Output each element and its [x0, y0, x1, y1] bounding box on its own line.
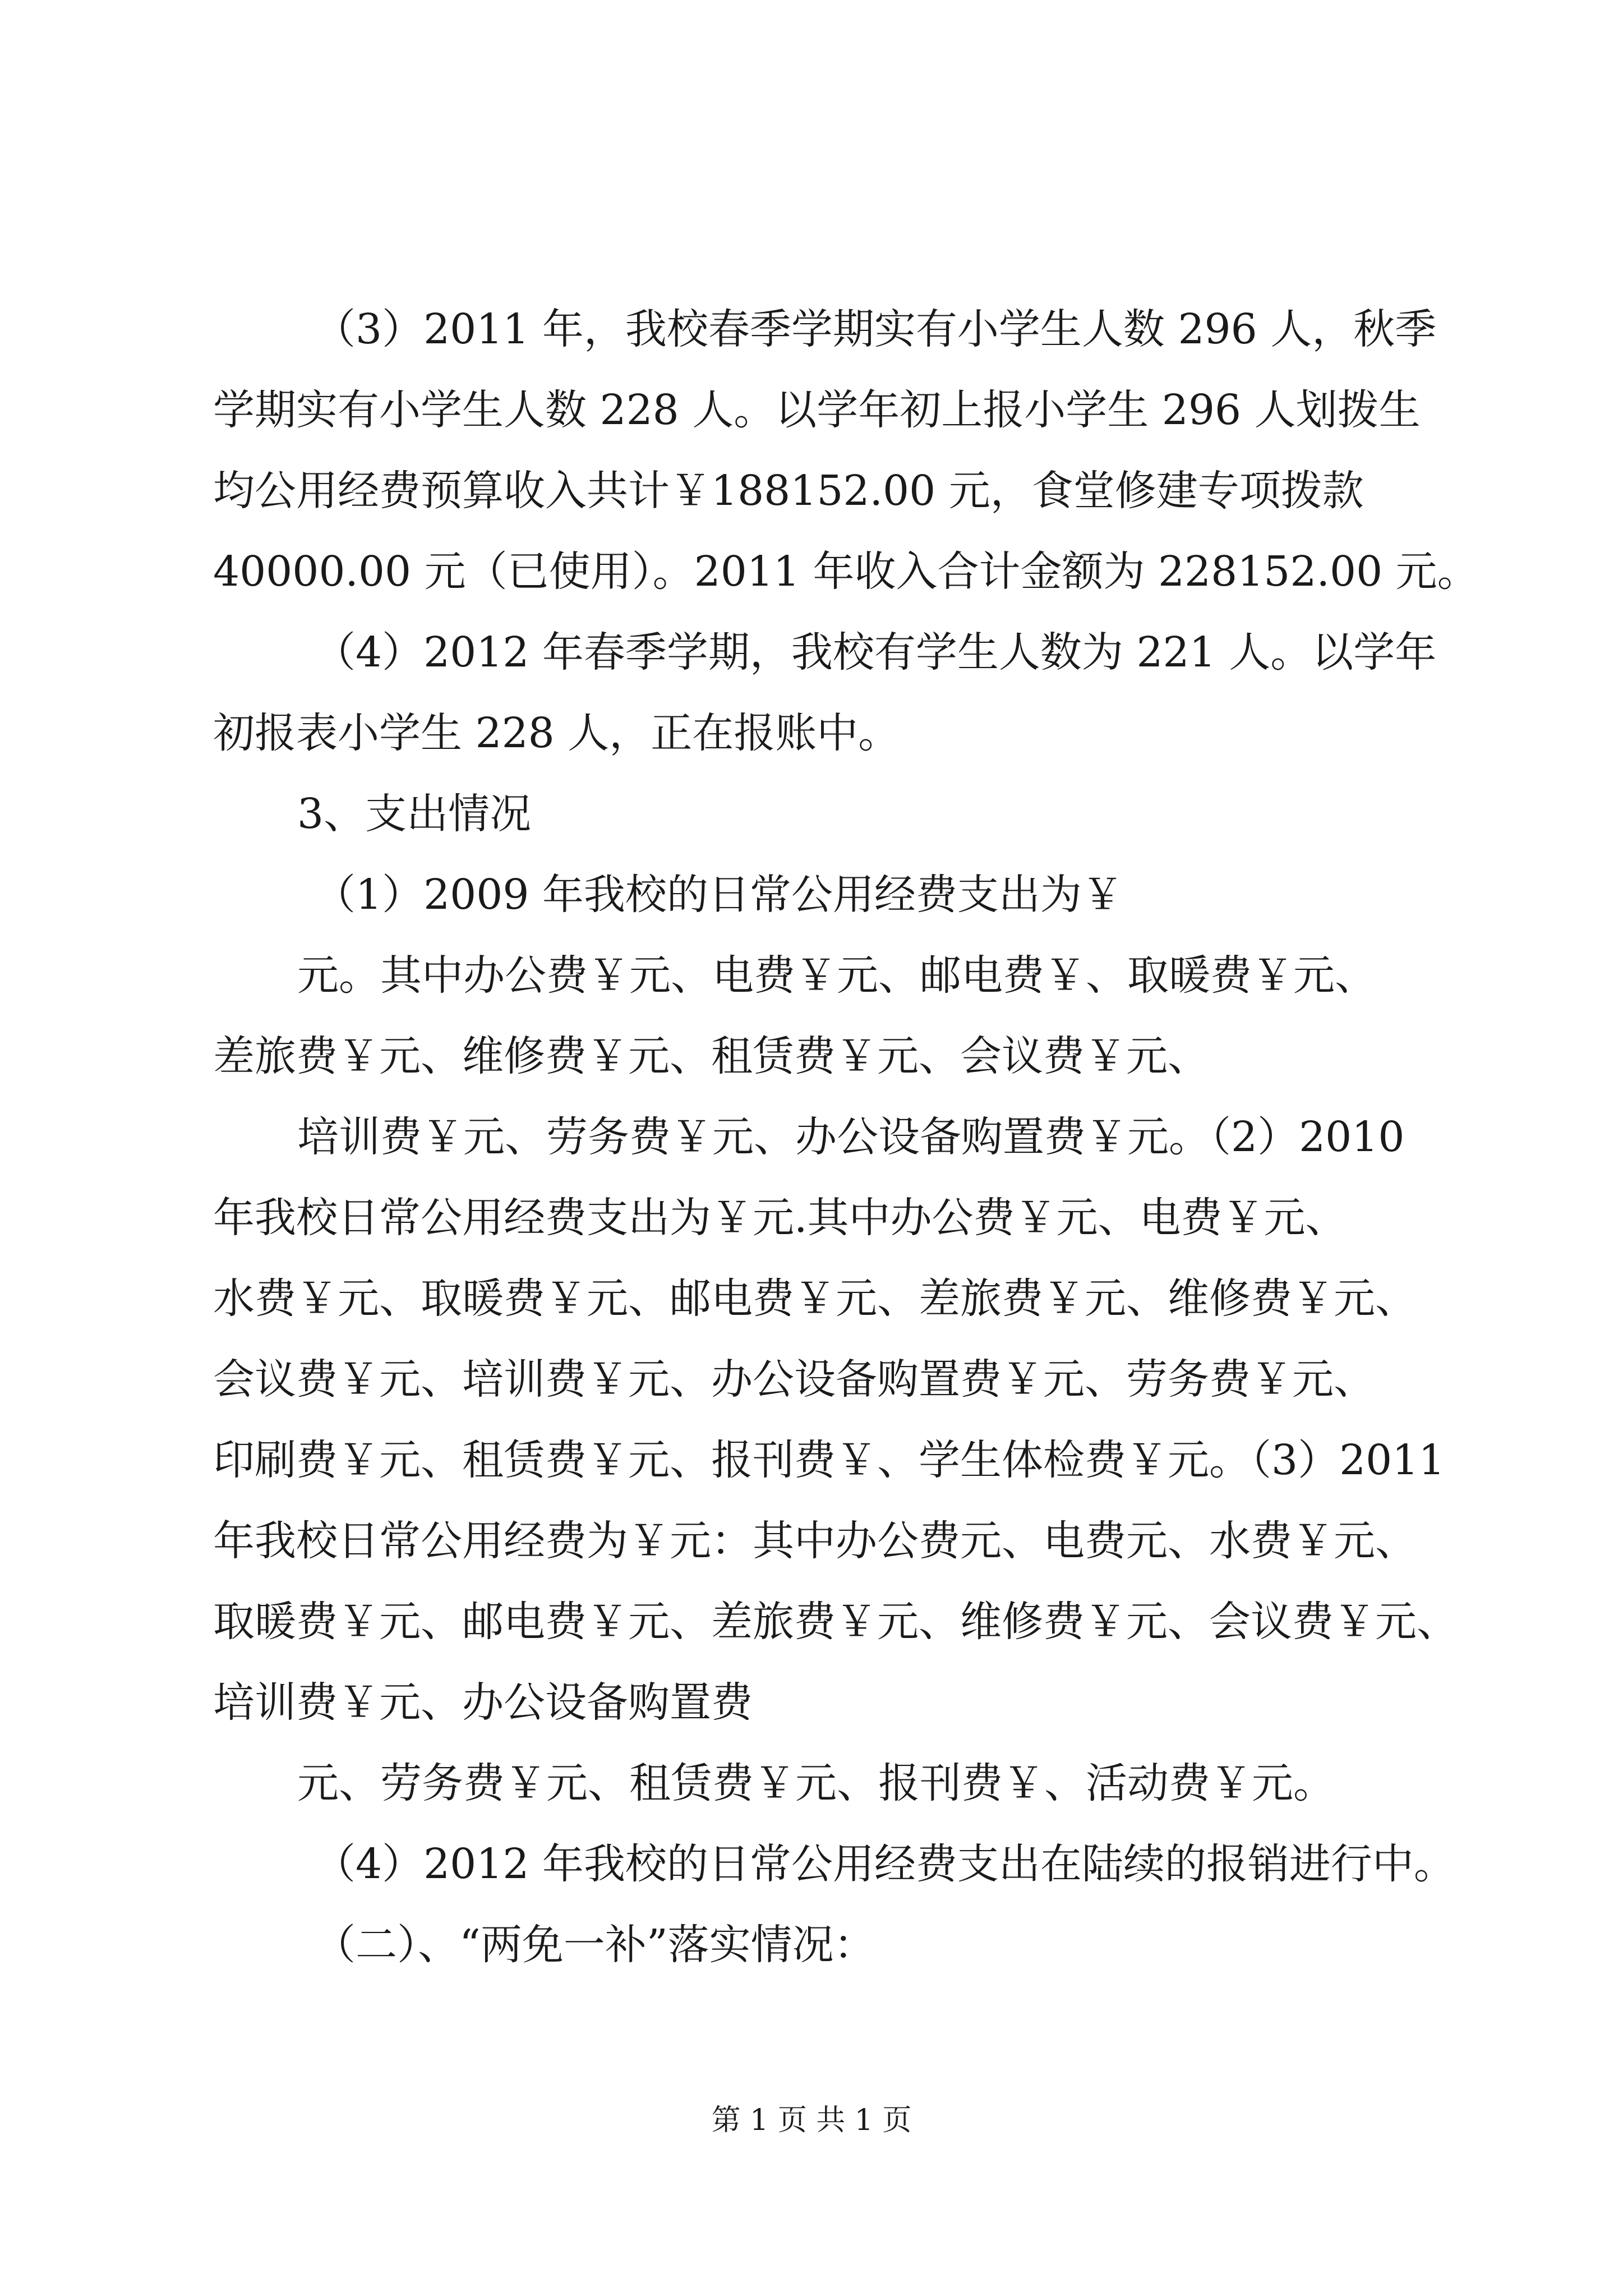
page-footer: 第 1 页 共 1 页: [711, 2104, 912, 2137]
paragraph-line: 均公用经费预算收入共计￥188152.00 元，食堂修建专项拨款: [213, 467, 1364, 515]
paragraph-line: 会议费￥元、培训费￥元、办公设备购置费￥元、劳务费￥元、: [213, 1355, 1375, 1404]
paragraph-line: （4）2012 年春季学期，我校有学生人数为 221 人。以学年: [314, 628, 1437, 677]
paragraph-line: 差旅费￥元、维修费￥元、租赁费￥元、会议费￥元、: [213, 1032, 1209, 1080]
paragraph-line: 学期实有小学生人数 228 人。以学年初上报小学生 296 人划拨生: [213, 386, 1421, 434]
paragraph-line: 40000.00 元（已使用）。2011 年收入合计金额为 228152.00 元。: [213, 547, 1479, 596]
paragraph-line: 取暖费￥元、邮电费￥元、差旅费￥元、维修费￥元、会议费￥元、: [213, 1598, 1458, 1646]
paragraph-line: 元。其中办公费￥元、电费￥元、邮电费￥、取暖费￥元、: [297, 951, 1376, 1000]
paragraph-line: 初报表小学生 228 人，正在报账中。: [213, 709, 900, 757]
paragraph-line: 培训费￥元、劳务费￥元、办公设备购置费￥元。（2）2010: [297, 1113, 1405, 1161]
document-body: [213, 289, 1479, 1985]
section-heading: 3、支出情况: [297, 790, 532, 838]
section-heading: （二）、“两免一补”落实情况：: [314, 1921, 875, 1969]
paragraph-line: （1）2009 年我校的日常公用经费支出为￥: [314, 871, 1123, 919]
paragraph-line: （3）2011 年，我校春季学期实有小学生人数 296 人，秋季: [314, 305, 1437, 353]
paragraph-line: 培训费￥元、办公设备购置费: [213, 1678, 753, 1727]
paragraph-line: 印刷费￥元、租赁费￥元、报刊费￥、学生体检费￥元。（3）2011: [213, 1436, 1445, 1484]
paragraph-line: 年我校日常公用经费支出为￥元.其中办公费￥元、电费￥元、: [213, 1194, 1347, 1242]
paragraph-line: 水费￥元、取暖费￥元、邮电费￥元、差旅费￥元、维修费￥元、: [213, 1274, 1417, 1323]
paragraph-line: （4）2012 年我校的日常公用经费支出在陆续的报销进行中。: [314, 1840, 1455, 1888]
paragraph-line: 年我校日常公用经费为￥元：其中办公费元、电费元、水费￥元、: [213, 1517, 1417, 1565]
paragraph-line: 元、劳务费￥元、租赁费￥元、报刊费￥、活动费￥元。: [297, 1759, 1335, 1807]
